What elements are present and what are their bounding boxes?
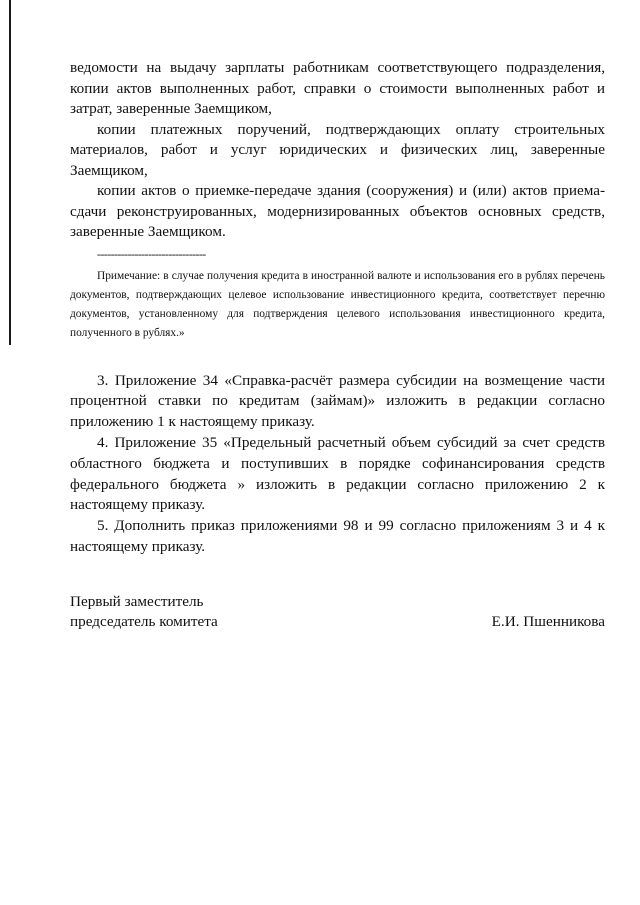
paragraph-payment-orders: копии платежных поручений, подтверждающих оплату строительных материалов, работ и услуг юридических и физических лиц, заверенные Заемщиком,	[70, 120, 605, 179]
signer-position-line1: Первый заместитель	[70, 593, 204, 610]
paragraph-acceptance-acts: копии актов о приемке-передаче здания (сооружения) и (или) актов приема-сдачи реконструированных, модернизированных объектов основных средств, заверенные Заемщиком.	[70, 182, 605, 240]
signer-name: Е.И. Пшенникова	[491, 613, 605, 630]
document-body	[70, 58, 605, 558]
amendment-item-3: 3. Приложение 34 «Справка-расчёт размера субсидии на возмещение части процентной ставки по кредитам (займам)» изложить в редакции согласно приложению 1 к настоящему приказу.	[70, 371, 605, 431]
amendment-item-4: 4. Приложение 35 «Предельный расчетный объем субсидий за счет средств областного бюджета и поступивших в порядке софинансирования средств федерального бюджета » изложить в редакции согласно приложению 2 к настоящему приказу.	[70, 434, 605, 514]
signer-position-line2: председатель комитета	[70, 613, 218, 630]
amendment-item-5: 5. Дополнить приказ приложениями 98 и 99 согласно приложениям 3 и 4 к настоящему приказу.	[70, 517, 605, 556]
footnote-note: Примечание: в случае получения кредита в иностранной валюте и использования его в рублях перечень документов, подтверждающих целевое использование инвестиционного кредита, соответствует перечню документов, установленному для подтверждения целевого использования инвестиционного кредита, полученного в рублях.»	[70, 269, 605, 340]
amendment-items	[70, 371, 605, 558]
paragraph-payroll-statements: ведомости на выдачу зарплаты работникам соответствующего подразделения, копии актов выполненных работ, справки о стоимости выполненных работ и затрат, заверенные Заемщиком,	[70, 59, 605, 117]
signature-block	[70, 592, 605, 632]
footnote-separator: --------------------------------	[97, 246, 206, 261]
margin-binding-line	[9, 0, 11, 345]
signature-row	[70, 612, 605, 632]
